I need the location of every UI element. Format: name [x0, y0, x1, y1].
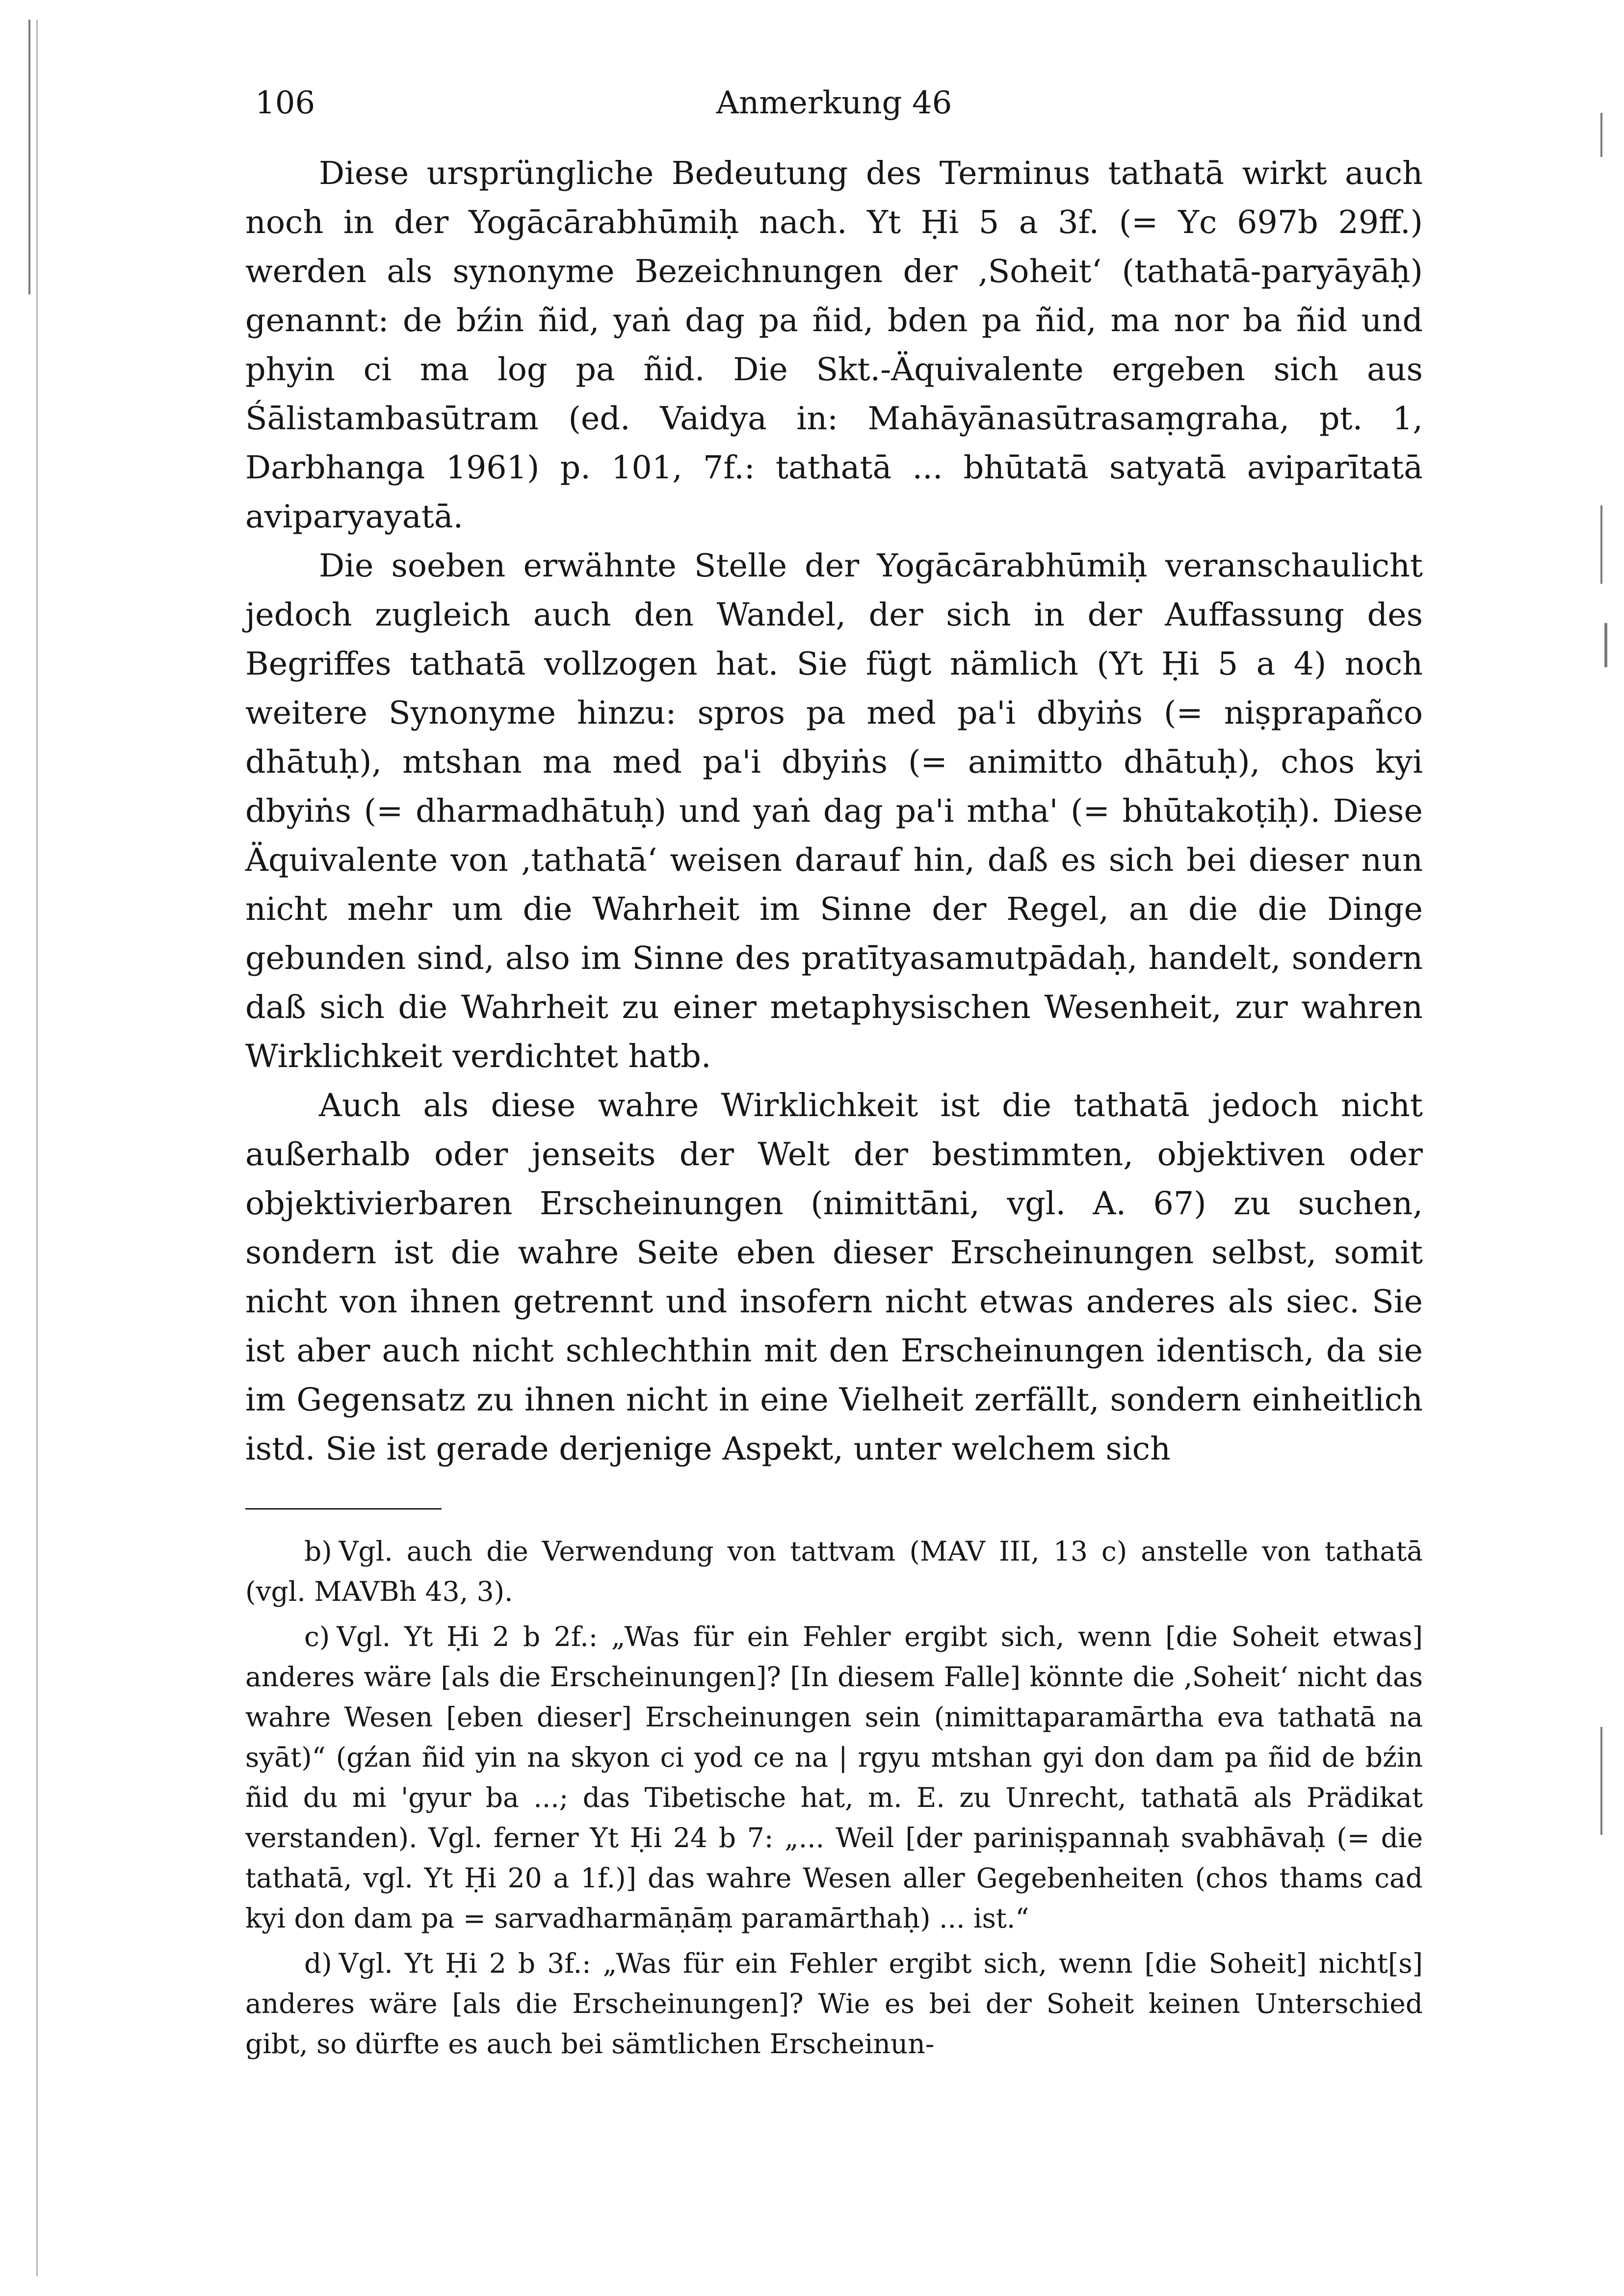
- running-title: Anmerkung 46: [716, 85, 952, 121]
- footnote: [245, 1943, 1423, 2064]
- body-text: [245, 149, 1423, 1474]
- scan-edge-mark: [1600, 113, 1602, 157]
- footnote-label: b): [304, 1536, 332, 1567]
- footnote-label: d): [304, 1948, 332, 1979]
- paragraph: Die soeben erwähnte Stelle der Yogācārabhūmiḥ veranschaulicht jedoch zugleich auch den Wandel, der sich in der Auffassung des Begriffes tathatā vollzogen hat. Sie fügt nämlich (Yt Ḥi 5 a 4) noch weitere Synonyme hinzu: spros pa med pa'i dbyiṅs (= niṣprapañco dhātuḥ), mtshan ma med pa'i dbyiṅs (= animitto dhātuḥ), chos kyi dbyiṅs (= dharmadhātuḥ) und yaṅ dag pa'i mtha' (= bhūtakoṭiḥ). Diese Äquivalente von ‚tathatā‘ weisen darauf hin, daß es sich bei dieser nun nicht mehr um die Wahrheit im Sinne der Regel, an die die Dinge gebunden sind, also im Sinne des pratītyasamutpādaḥ, handelt, sondern daß sich die Wahrheit zu einer metaphysischen Wesenheit, zur wahren Wirklichkeit verdichtet hatb.: [245, 548, 1423, 1075]
- footnotes: [245, 1531, 1423, 2064]
- footnote: [245, 1617, 1423, 1938]
- scan-edge-mark: [36, 20, 38, 2276]
- paragraph: Diese ursprüngliche Bedeutung des Terminus tathatā wirkt auch noch in der Yogācārabhūmiḥ nach. Yt Ḥi 5 a 3f. (= Yc 697b 29ff.) werden als synonyme Bezeichnungen der ‚Soheit‘ (tathatā-paryāyāḥ) genannt: de bźin ñid, yaṅ dag pa ñid, bden pa ñid, ma nor ba ñid und phyin ci ma log pa ñid. Die Skt.-Äquivalente ergeben sich aus Śālistambasūtram (ed. Vaidya in: Mahāyānasūtrasaṃgraha, pt. 1, Darbhanga 1961) p. 101, 7f.: tathatā ... bhūtatā satyatā aviparītatā aviparyayatā.: [245, 155, 1423, 535]
- paragraph: Auch als diese wahre Wirklichkeit ist die tathatā jedoch nicht außerhalb oder jenseits der Welt der bestimmten, objektiven oder objektivierbaren Erscheinungen (nimittāni, vgl. A. 67) zu suchen, sondern ist die wahre Seite eben dieser Erscheinungen selbst, somit nicht von ihnen getrennt und insofern nicht etwas anderes als siec. Sie ist aber auch nicht schlechthin mit den Erscheinungen identisch, da sie im Gegensatz zu ihnen nicht in eine Vielheit zerfällt, sondern einheitlich istd. Sie ist gerade derjenige Aspekt, unter welchem sich: [245, 1087, 1423, 1467]
- scan-edge-mark: [1600, 505, 1602, 584]
- footnote-text: Vgl. Yt Ḥi 2 b 3f.: „Was für ein Fehler ergibt sich, wenn [die Soheit] nicht[s] anderes wäre [als die Erscheinungen]? Wie es bei der Soheit keinen Unterschied gibt, so dürfte es auch bei sämtlichen Erscheinun-: [245, 1948, 1423, 2060]
- running-head: [245, 74, 1423, 132]
- page-number: 106: [255, 85, 315, 121]
- scan-edge-mark: [28, 20, 30, 294]
- scan-edge-mark: [1600, 1727, 1602, 1835]
- footnote-rule: [245, 1508, 442, 1510]
- page: [245, 74, 1423, 2064]
- scan-edge-mark: [1604, 623, 1607, 667]
- footnote-label: c): [304, 1621, 330, 1652]
- footnote: [245, 1531, 1423, 1612]
- footnote-text: Vgl. Yt Ḥi 2 b 2f.: „Was für ein Fehler ergibt sich, wenn [die Soheit etwas] anderes wäre [als die Erscheinungen]? [In diesem Falle] könnte die ‚Soheit‘ nicht das wahre Wesen [eben dieser] Erscheinungen sein (nimittaparamārtha eva tathatā na syāt)“ (gźan ñid yin na skyon ci yod ce na | rgyu mtshan gyi don dam pa ñid de bźin ñid du mi 'gyur ba ...; das Tibetische hat, m. E. zu Unrecht, tathatā als Prädikat verstanden). Vgl. ferner Yt Ḥi 24 b 7: „... Weil [der pariniṣpannaḥ svabhāvaḥ (= die tathatā, vgl. Yt Ḥi 20 a 1f.)] das wahre Wesen aller Gegebenheiten (chos thams cad kyi don dam pa = sarvadharmāṇāṃ paramārthaḥ) ... ist.“: [245, 1621, 1423, 1934]
- footnote-text: Vgl. auch die Verwendung von tattvam (MAV III, 13 c) anstelle von tathatā (vgl. MAVBh 43, 3).: [245, 1536, 1423, 1607]
